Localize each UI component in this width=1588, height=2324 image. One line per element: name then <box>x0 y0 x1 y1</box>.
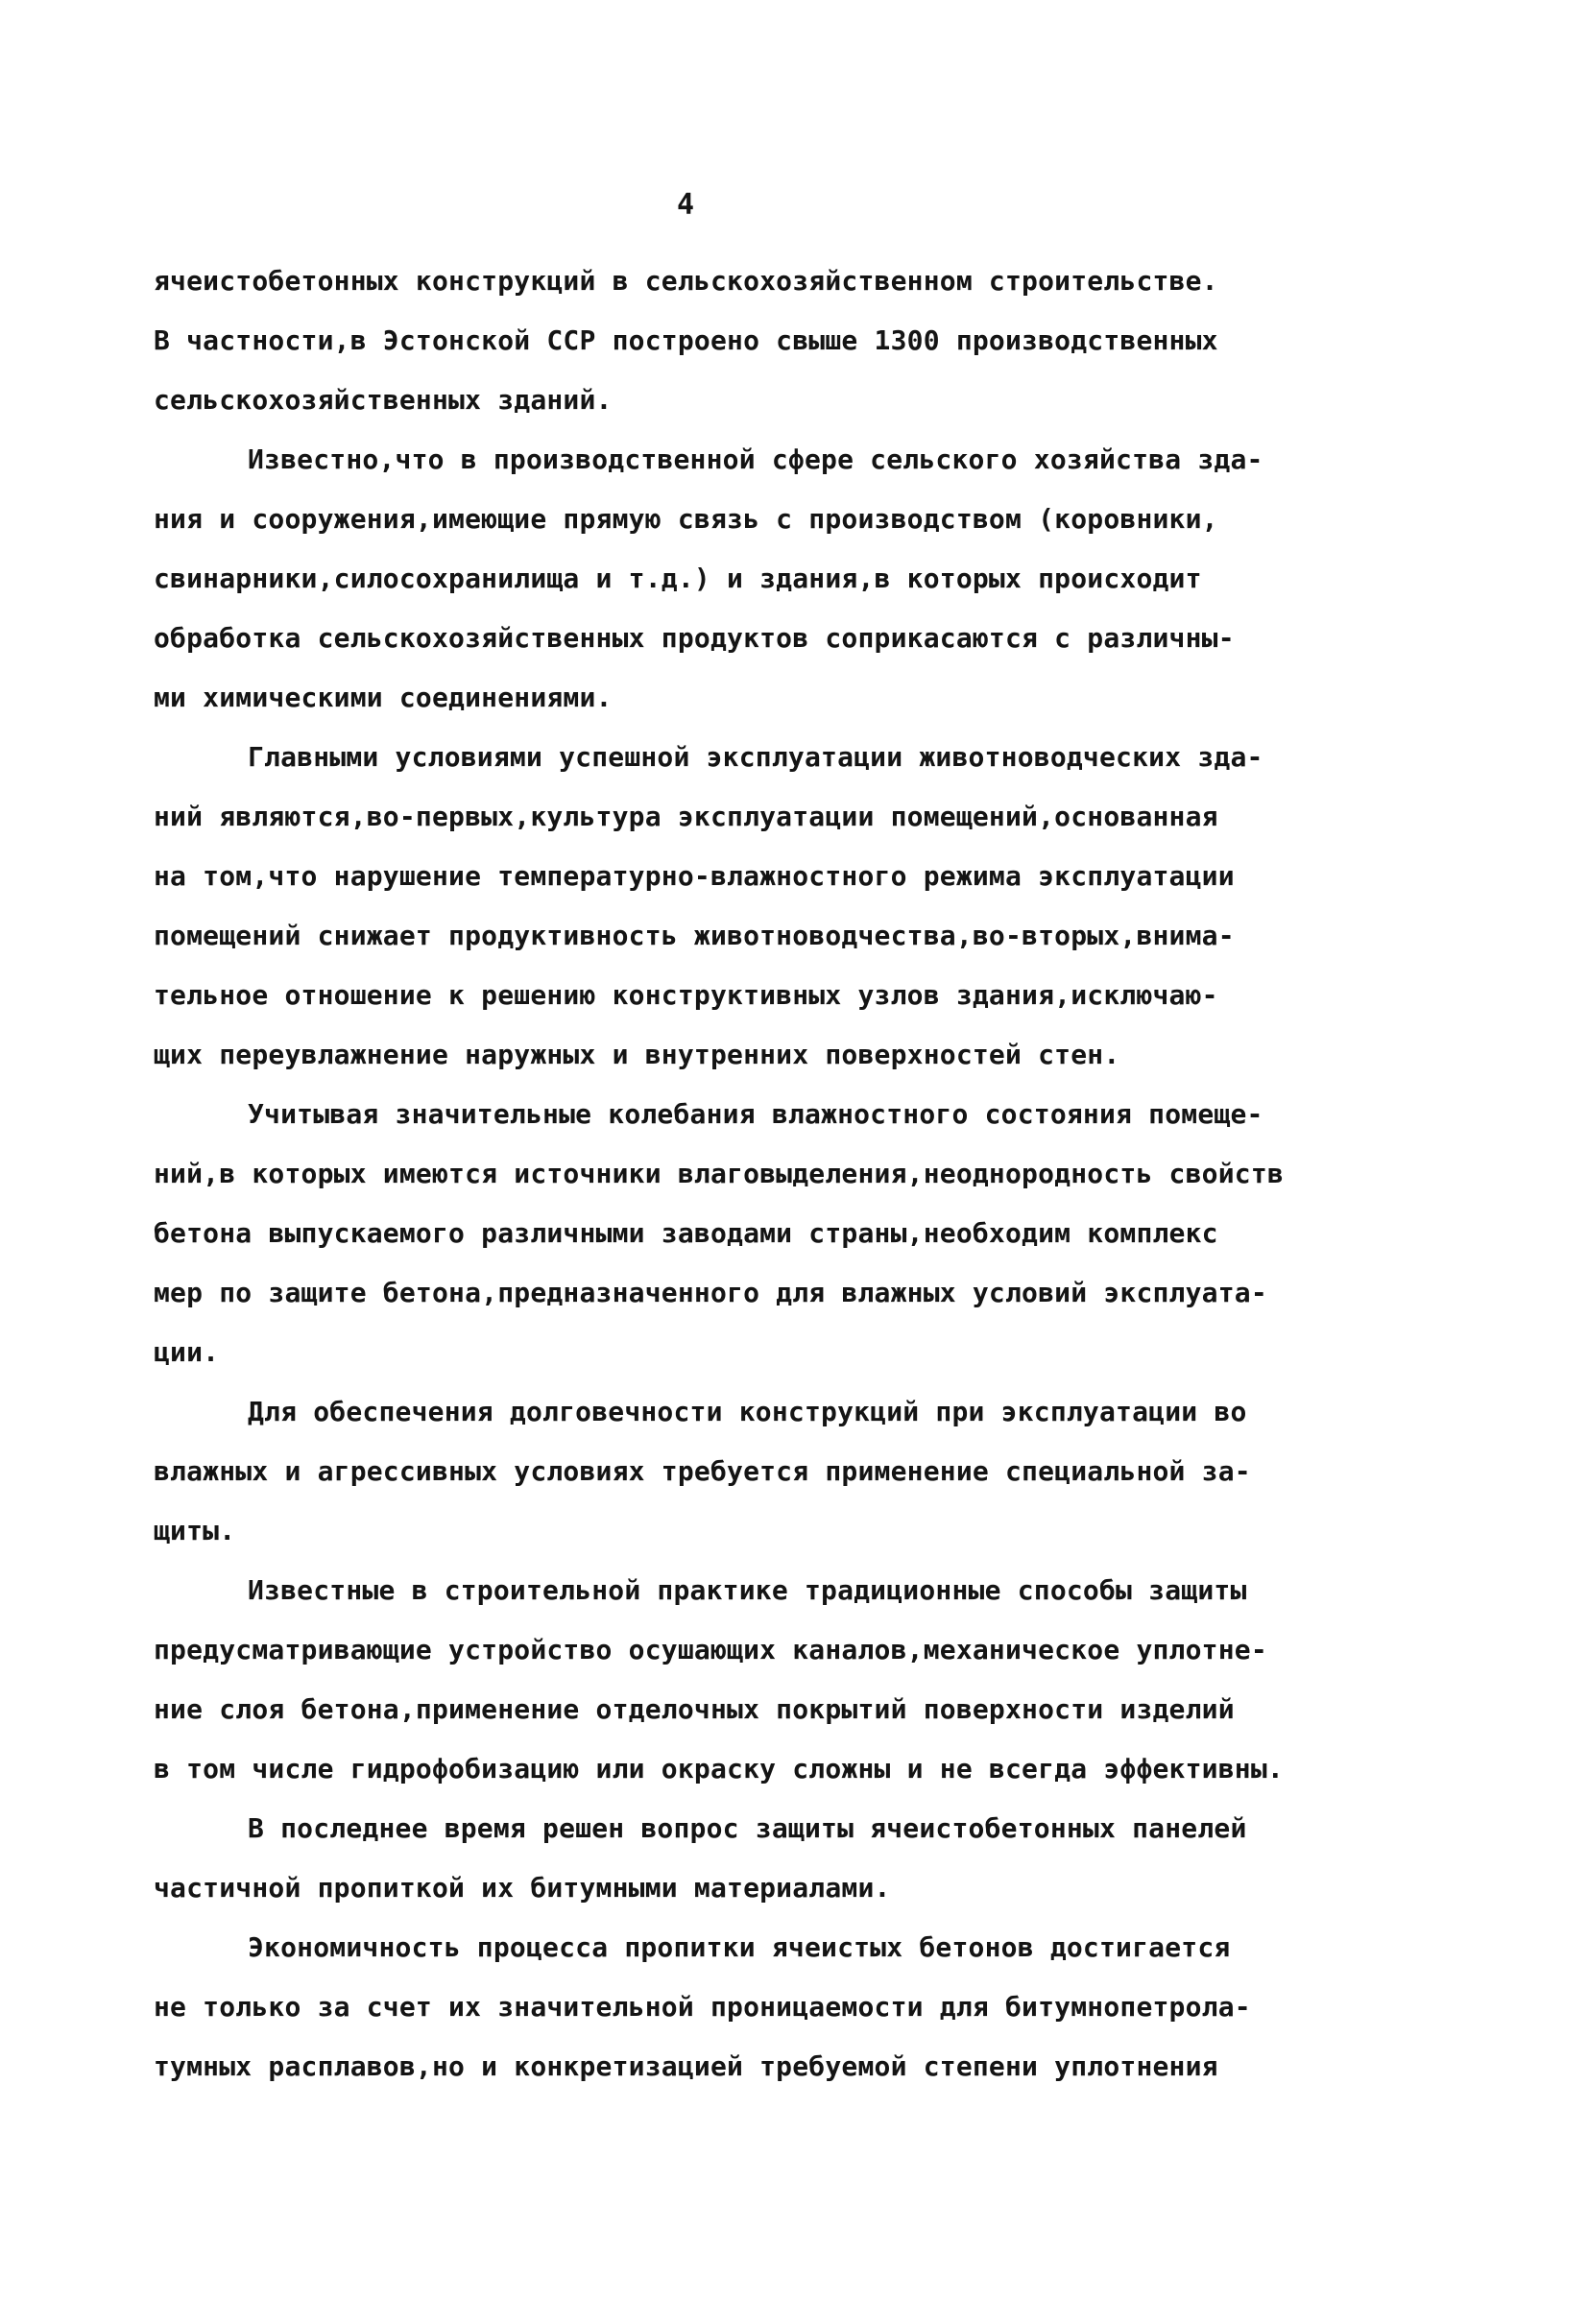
text-line: Для обеспечения долговечности конструкций при эксплуатации во <box>248 1396 1247 1427</box>
paragraph <box>154 1561 1459 1799</box>
text-line: ний,в которых имеются источники влаговыделения,неоднородность свойств <box>154 1158 1284 1189</box>
paragraph <box>154 1085 1459 1382</box>
text-line: Учитывая значительные колебания влажностного состояния помеще- <box>248 1098 1263 1130</box>
text-line: В частности,в Эстонской ССР построено свыше 1300 производственных <box>154 324 1218 356</box>
text-line: частичной пропиткой их битумными материалами. <box>154 1872 891 1904</box>
text-line: предусматривающие устройство осушающих каналов,механическое уплотне- <box>154 1634 1267 1665</box>
text-line: влажных и агрессивных условиях требуется применение специальной за- <box>154 1455 1251 1487</box>
paragraph <box>154 430 1459 728</box>
text-line: В последнее время решен вопрос защиты ячеистобетонных панелей <box>248 1812 1247 1844</box>
paragraph <box>154 252 1459 430</box>
paragraph <box>154 1382 1459 1561</box>
text-line: помещений снижает продуктивность животноводчества,во-вторых,внима- <box>154 920 1235 951</box>
text-line: Главными условиями успешной эксплуатации животноводческих зда- <box>248 741 1263 773</box>
text-line: обработка сельскохозяйственных продуктов соприкасаются с различны- <box>154 622 1235 654</box>
body-text <box>154 252 1459 2096</box>
text-line: тумных расплавов,но и конкретизацией требуемой степени уплотнения <box>154 2050 1218 2082</box>
text-line: Известные в строительной практике традиционные способы защиты <box>248 1574 1247 1606</box>
text-line: ний являются,во-первых,культура эксплуатации помещений,основанная <box>154 801 1218 832</box>
text-line: щих переувлажнение наружных и внутренних поверхностей стен. <box>154 1039 1120 1070</box>
page-number: 4 <box>677 188 695 222</box>
text-line: ния и сооружения,имеющие прямую связь с производством (коровники, <box>154 503 1218 535</box>
text-line: сельскохозяйственных зданий. <box>154 384 613 416</box>
paragraph <box>154 1918 1459 2096</box>
text-line: щиты. <box>154 1515 236 1546</box>
paragraph <box>154 1799 1459 1918</box>
text-line: не только за счет их значительной проницаемости для битумнопетрола- <box>154 1991 1251 2023</box>
text-line: Известно,что в производственной сфере сельского хозяйства зда- <box>248 443 1263 475</box>
text-line: ции. <box>154 1336 220 1368</box>
paragraph <box>154 728 1459 1085</box>
text-line: тельное отношение к решению конструктивных узлов здания,исключаю- <box>154 979 1218 1011</box>
text-line: Экономичность процесса пропитки ячеистых бетонов достигается <box>248 1931 1231 1963</box>
text-line: бетона выпускаемого различными заводами страны,необходим комплекс <box>154 1217 1218 1249</box>
text-line: в том числе гидрофобизацию или окраску сложны и не всегда эффективны. <box>154 1753 1284 1785</box>
text-line: мер по защите бетона,предназначенного для влажных условий эксплуата- <box>154 1277 1267 1308</box>
text-line: ячеистобетонных конструкций в сельскохозяйственном строительстве. <box>154 265 1218 297</box>
text-line: на том,что нарушение температурно-влажностного режима эксплуатации <box>154 860 1235 892</box>
text-line: ние слоя бетона,применение отделочных покрытий поверхности изделий <box>154 1693 1235 1725</box>
text-line: ми химическими соединениями. <box>154 682 613 713</box>
text-line: свинарники,силосохранилища и т.д.) и здания,в которых происходит <box>154 563 1202 594</box>
